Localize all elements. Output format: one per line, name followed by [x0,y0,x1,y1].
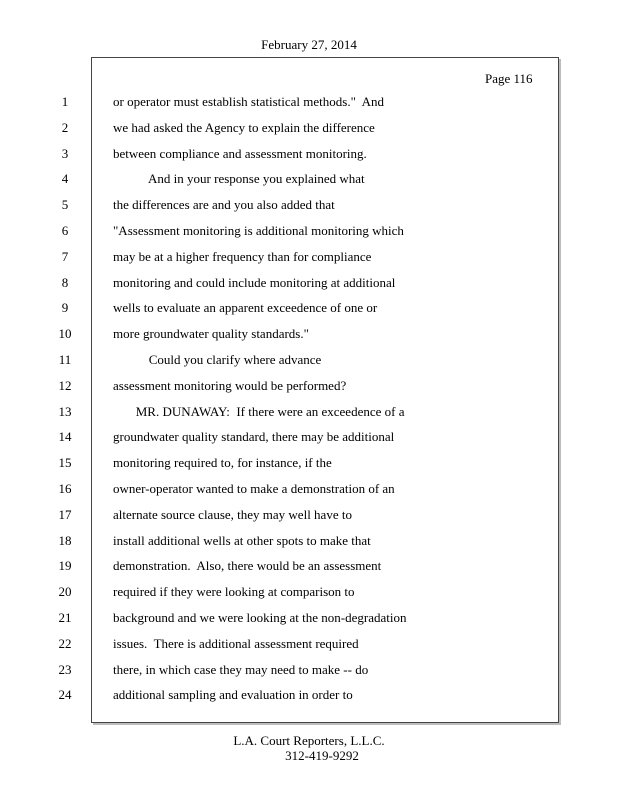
line-number: 12 [58,377,72,393]
line-number: 18 [58,532,72,548]
page-number: Page 116 [485,71,533,86]
line-text: alternate source clause, they may well have to [113,506,352,522]
transcript-line [0,558,618,576]
transcript-line [0,275,618,293]
line-number: 13 [58,403,72,419]
line-number: 24 [58,687,72,703]
transcript-line [0,378,618,396]
transcript-line [0,197,618,215]
line-number: 2 [61,119,69,135]
line-text: or operator must establish statistical methods." And [113,94,385,109]
line-number: 16 [58,481,72,496]
line-number: 5 [61,197,69,213]
line-number: 19 [58,558,72,574]
line-text: required if they were looking at comparison to [113,584,355,600]
transcript-line [0,533,618,551]
line-number: 15 [58,455,72,471]
transcript-line [0,507,618,525]
line-text: we had asked the Agency to explain the difference [113,119,375,135]
transcript-line [0,249,618,267]
line-text: install additional wells at other spots to make that [113,532,371,548]
line-text: And in your response you explained what [113,171,365,187]
line-number: 17 [58,506,72,522]
line-number: 4 [61,171,69,187]
line-text: assessment monitoring would be performed? [113,377,347,393]
transcript-line [0,352,618,370]
transcript-line [0,429,618,447]
transcript-line [0,687,618,705]
line-text: monitoring and could include monitoring at additional [113,274,396,290]
transcript-line [0,481,618,499]
line-text: between compliance and assessment monitoring. [113,145,367,161]
transcript-line [0,171,618,189]
line-number: 6 [61,223,69,238]
line-number: 10 [58,326,72,342]
transcript-line [0,326,618,344]
line-number: 9 [61,300,69,316]
line-number: 7 [61,248,69,264]
line-text: monitoring required to, for instance, if the [113,455,332,471]
line-number: 21 [58,610,72,625]
line-text: more groundwater quality standards." [113,326,309,342]
line-number: 3 [61,145,69,161]
transcript-line [0,223,618,241]
line-text: demonstration. Also, there would be an assessment [113,558,382,574]
line-text: background and we were looking at the non-degradation [113,610,407,625]
line-text: issues. There is additional assessment required [113,635,359,651]
line-number: 20 [58,584,72,600]
line-text: "Assessment monitoring is additional monitoring which [113,223,404,238]
line-text: wells to evaluate an apparent exceedence of one or [113,300,378,316]
line-text: Could you clarify where advance [113,352,322,367]
transcript-line [0,636,618,654]
line-number: 1 [61,94,69,109]
header-date: February 27, 2014 [261,37,357,52]
transcript-line [0,146,618,164]
transcript-line [0,455,618,473]
transcript-line [0,662,618,680]
footer-phone: 312-419-9292 [285,748,359,763]
line-number: 14 [58,429,72,445]
line-number: 22 [58,635,72,651]
transcript-line [0,300,618,318]
line-number: 11 [58,352,72,367]
transcript-line [0,404,618,422]
transcript-line [0,94,618,112]
line-text: the differences are and you also added that [113,197,335,213]
transcript-line [0,610,618,628]
footer-company: L.A. Court Reporters, L.L.C. [233,733,385,748]
line-text: owner-operator wanted to make a demonstration of an [113,481,395,496]
transcript-line [0,120,618,138]
line-text: groundwater quality standard, there may be additional [113,429,395,445]
line-text: may be at a higher frequency than for compliance [113,248,372,264]
line-text: there, in which case they may need to make -- do [113,661,369,677]
line-number: 8 [61,274,69,290]
transcript-line [0,584,618,602]
line-text: MR. DUNAWAY: If there were an exceedence of a [113,403,405,419]
line-text: additional sampling and evaluation in order to [113,687,353,703]
line-number: 23 [58,661,72,677]
